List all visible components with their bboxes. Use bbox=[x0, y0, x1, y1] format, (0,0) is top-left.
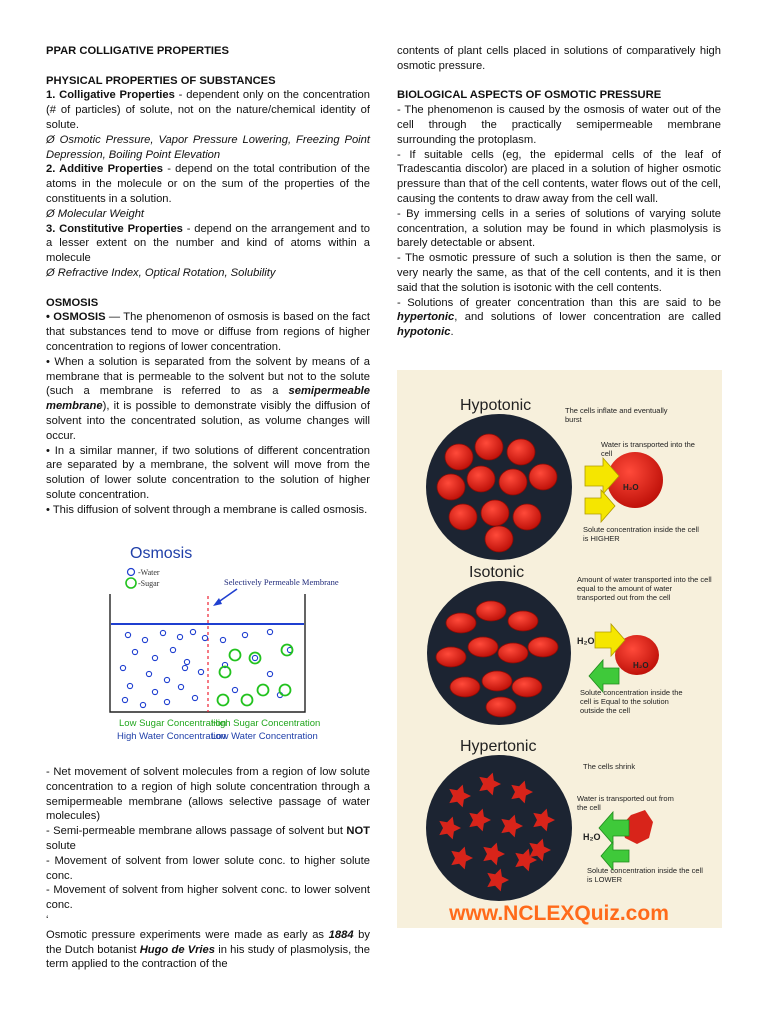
red-blood-cell bbox=[481, 500, 509, 526]
water-molecule bbox=[192, 695, 197, 700]
water-molecule bbox=[120, 665, 125, 670]
additive-paragraph bbox=[46, 162, 370, 206]
colligative-text: - dependent only on the concentration (# of particles) of solute, not on the nature/chemical identity of solute. bbox=[46, 89, 370, 131]
bio-point-5 bbox=[397, 296, 721, 340]
bio-point-5-b: , and solutions of lower concentration are called bbox=[454, 311, 721, 324]
left-column-bottom bbox=[46, 765, 370, 972]
sugar-molecule bbox=[258, 685, 269, 696]
water-molecule bbox=[267, 629, 272, 634]
water-molecule bbox=[164, 699, 169, 704]
isotonic-h2o-in: H₂O bbox=[577, 636, 595, 646]
water-molecule bbox=[267, 671, 272, 676]
red-blood-cell bbox=[436, 647, 466, 667]
water-molecule bbox=[190, 629, 195, 634]
red-blood-cell bbox=[513, 504, 541, 530]
bio-point-1: - The phenomenon is caused by the osmosis of water out of the cell through the practically semipermeable membrane surrounding the protoplasm. bbox=[397, 104, 721, 146]
colligative-label: 1. Colligative Properties bbox=[46, 89, 175, 102]
osmosis-bullet-3: • In a similar manner, if two solutions of different concentration are separated by a membrane, the solvent will move from the solution of lower solute concentration to the solution of higher solute concentration. bbox=[46, 444, 370, 501]
isotonic-note-2: Solute concentration inside the cell is Equal to the solution outside the cell bbox=[580, 688, 683, 715]
water-molecule bbox=[140, 702, 145, 707]
water-molecule bbox=[178, 684, 183, 689]
red-blood-cell bbox=[499, 469, 527, 495]
water-molecule bbox=[182, 665, 187, 670]
history-botanist: Hugo de Vries bbox=[139, 943, 215, 956]
water-molecule bbox=[132, 649, 137, 654]
history-c: in his study of plasmolysis, the term applied to the contraction of the bbox=[46, 943, 370, 971]
hypotonic-note-3: Solute concentration inside the cell is HIGHER bbox=[583, 525, 699, 543]
water-molecule bbox=[152, 689, 157, 694]
legend-water-label: -Water bbox=[138, 568, 160, 577]
bio-point-2: - If suitable cells (eg, the epidermal cells of the leaf of Tradescantia discolor) are placed in a solution of higher osmotic pressure than that of the cell contents, water flows out of the cell, causing the contents to draw away from the cell wall. bbox=[397, 148, 721, 205]
water-molecule bbox=[164, 677, 169, 682]
red-blood-cell bbox=[468, 637, 498, 657]
red-blood-cell bbox=[437, 474, 465, 500]
water-molecules bbox=[120, 629, 292, 707]
red-blood-cell bbox=[508, 611, 538, 631]
hypertonic-h2o: H₂O bbox=[583, 832, 601, 842]
bio-point-5-a: - Solutions of greater concentration than this are said to be bbox=[397, 296, 721, 309]
osmosis-bullet-1-text: — The phenomenon of osmosis is based on the fact that substances tend to move or diffuse from regions of higher concentration to regions of lower concentration. bbox=[46, 311, 370, 353]
sugar-molecules bbox=[218, 645, 293, 706]
history-a: Osmotic pressure experiments were made as early as bbox=[46, 928, 329, 941]
water-molecule bbox=[152, 655, 157, 660]
water-molecule bbox=[170, 647, 175, 652]
continuation-text: contents of plant cells placed in solutions of comparatively high osmotic pressure. bbox=[397, 45, 721, 72]
note-2-a: - Semi-permeable membrane allows passage of solvent but bbox=[46, 825, 347, 838]
hypertonic-note-2: Water is transported out from the cell bbox=[577, 794, 674, 812]
tonicity-diagram bbox=[397, 370, 722, 928]
hypotonic-arrow-in-2 bbox=[585, 490, 615, 522]
high-sugar-label: High Sugar Concentration bbox=[211, 718, 321, 729]
note-2-not: NOT bbox=[346, 825, 370, 838]
osmosis-bullet-2 bbox=[46, 355, 370, 444]
osmosis-diagram bbox=[105, 540, 345, 750]
water-molecule bbox=[184, 659, 189, 664]
red-blood-cell bbox=[450, 677, 480, 697]
water-molecule bbox=[242, 632, 247, 637]
hypertonic-note-3: Solute concentration inside the cell is LOWER bbox=[587, 866, 703, 884]
hypotonic-title: Hypotonic bbox=[460, 397, 532, 414]
osmotic-pressure-history bbox=[46, 928, 370, 972]
red-blood-cell bbox=[476, 601, 506, 621]
legend-sugar-label: -Sugar bbox=[138, 579, 160, 588]
osmosis-bullet-1-label: • OSMOSIS bbox=[46, 311, 106, 324]
isotonic-h2o-out: H₂O bbox=[633, 661, 649, 670]
sugar-molecule bbox=[218, 695, 229, 706]
low-water-label: Low Water Concentration bbox=[211, 731, 318, 742]
membrane-arrowhead bbox=[213, 598, 222, 606]
osmosis-bullet-4: • This diffusion of solvent through a membrane is called osmosis. bbox=[46, 503, 368, 516]
red-blood-cell bbox=[446, 613, 476, 633]
tonicity-figure bbox=[397, 370, 722, 928]
water-molecule bbox=[177, 634, 182, 639]
constitutive-text: - depend on the arrangement and to a lesser extent on the number and kind of atoms within a molecule bbox=[46, 222, 370, 265]
semipermeable-term: semipermeable membrane bbox=[46, 385, 370, 413]
red-blood-cell bbox=[485, 526, 513, 552]
water-molecule bbox=[142, 637, 147, 642]
red-blood-cell bbox=[507, 439, 535, 465]
legend-sugar-marker bbox=[126, 578, 136, 588]
additive-text: - depend on the total contribution of the atoms in the molecule or on the sum of the properties of the constituents in a solution. bbox=[46, 163, 370, 205]
sugar-molecule bbox=[280, 685, 291, 696]
water-molecule bbox=[252, 655, 257, 660]
water-molecule bbox=[220, 637, 225, 642]
note-1: - Net movement of solvent molecules from a region of low solute concentration to a region of high solute concentration through a semipermeable membrane (allows selective passage of water molecules) bbox=[46, 766, 370, 823]
sugar-molecule bbox=[250, 653, 261, 664]
heading-osmosis: OSMOSIS bbox=[46, 296, 99, 309]
isotonic-note-1: Amount of water transported into the cell equal to the amount of water transported out from the cell bbox=[577, 575, 712, 602]
red-blood-cell bbox=[529, 464, 557, 490]
colligative-examples bbox=[46, 133, 370, 163]
membrane-label: Selectively Permeable Membrane bbox=[224, 577, 339, 587]
colligative-paragraph bbox=[46, 88, 370, 132]
additive-examples bbox=[46, 207, 370, 222]
red-blood-cell bbox=[482, 671, 512, 691]
high-water-label: High Water Concentration bbox=[117, 731, 226, 742]
red-blood-cell bbox=[512, 677, 542, 697]
note-2 bbox=[46, 824, 370, 854]
red-blood-cell bbox=[449, 504, 477, 530]
osmosis-bullet-2-a: • When a solution is separated from the solvent by means of a membrane that is permeable to the solvent but not to the solute (such a membrane is referred to as a bbox=[46, 355, 370, 398]
red-blood-cell bbox=[498, 643, 528, 663]
hypertonic-note-1: The cells shrink bbox=[583, 762, 636, 771]
constitutive-label: 3. Constitutive Properties bbox=[46, 222, 183, 235]
osmosis-bullet-2-b: ), it is possible to demonstrate visibly the diffusion of solvent into the concentrated solution, as volume changes will occur. bbox=[46, 400, 370, 442]
osmosis-figure-title: Osmosis bbox=[130, 545, 193, 562]
water-molecule bbox=[125, 632, 130, 637]
red-blood-cell bbox=[475, 434, 503, 460]
water-molecule bbox=[122, 697, 127, 702]
red-blood-cell bbox=[445, 444, 473, 470]
water-molecule bbox=[202, 635, 207, 640]
red-blood-cell bbox=[528, 637, 558, 657]
heading-biological-aspects: BIOLOGICAL ASPECTS OF OSMOTIC PRESSURE bbox=[397, 89, 662, 102]
hypotonic-note-1: The cells inflate and eventually burst bbox=[565, 406, 668, 424]
sugar-molecule bbox=[230, 650, 241, 661]
red-blood-cell bbox=[486, 697, 516, 717]
osmosis-bullet-1 bbox=[46, 310, 370, 354]
additive-label: 2. Additive Properties bbox=[46, 163, 163, 176]
sugar-molecule bbox=[220, 667, 231, 678]
water-molecule bbox=[232, 687, 237, 692]
hypotonic-note-2: Water is transported into the cell bbox=[601, 440, 695, 458]
constitutive-examples bbox=[46, 266, 370, 281]
sugar-molecule bbox=[242, 695, 253, 706]
note-2-c: solute bbox=[46, 839, 76, 852]
note-4: - Movement of solvent from higher solvent conc. to lower solvent conc. bbox=[46, 884, 370, 912]
left-column bbox=[46, 44, 370, 518]
low-sugar-label: Low Sugar Concentration bbox=[119, 718, 227, 729]
constitutive-examples-text: Ø Refractive Index, Optical Rotation, Solubility bbox=[46, 266, 276, 279]
history-year: 1884 bbox=[328, 928, 354, 941]
isotonic-title: Isotonic bbox=[469, 564, 525, 581]
bio-point-3: - By immersing cells in a series of solutions of varying solute concentration, a solution may be found in which plasmolysis is barely detectable or absent. bbox=[397, 207, 721, 250]
term-hypotonic: hypotonic bbox=[397, 326, 451, 339]
history-b: by the Dutch botanist bbox=[46, 928, 370, 956]
red-blood-cell bbox=[467, 466, 495, 492]
nclexquiz-footer: www.NCLEXQuiz.com bbox=[449, 902, 669, 925]
water-molecule bbox=[146, 671, 151, 676]
stray-mark: ‘ bbox=[46, 913, 49, 926]
doc-title: PPAR COLLIGATIVE PROPERTIES bbox=[46, 45, 229, 57]
hypertonic-title: Hypertonic bbox=[460, 738, 537, 755]
note-3: - Movement of solvent from lower solute conc. to higher solute conc. bbox=[46, 854, 370, 882]
right-column bbox=[397, 44, 721, 340]
water-molecule bbox=[198, 669, 203, 674]
additive-examples-text: Ø Molecular Weight bbox=[46, 207, 145, 220]
bio-point-5-c: . bbox=[450, 326, 454, 339]
heading-physical-properties: PHYSICAL PROPERTIES OF SUBSTANCES bbox=[46, 74, 276, 87]
water-molecule bbox=[127, 683, 132, 688]
water-molecule bbox=[160, 630, 165, 635]
colligative-examples-text: Ø Osmotic Pressure, Vapor Pressure Lowering, Freezing Point Depression, Boiling Point Elevation bbox=[46, 133, 370, 161]
constitutive-paragraph bbox=[46, 222, 370, 266]
hypotonic-h2o: H₂O bbox=[623, 483, 639, 492]
term-hypertonic: hypertonic bbox=[397, 311, 455, 324]
legend-water-marker bbox=[128, 569, 135, 576]
osmosis-figure bbox=[105, 540, 345, 750]
bio-point-4: - The osmotic pressure of such a solution is then the same, or very nearly the same, as that of the cell contents, and it is then said that the solution is isotonic with the cell contents. bbox=[397, 252, 721, 294]
